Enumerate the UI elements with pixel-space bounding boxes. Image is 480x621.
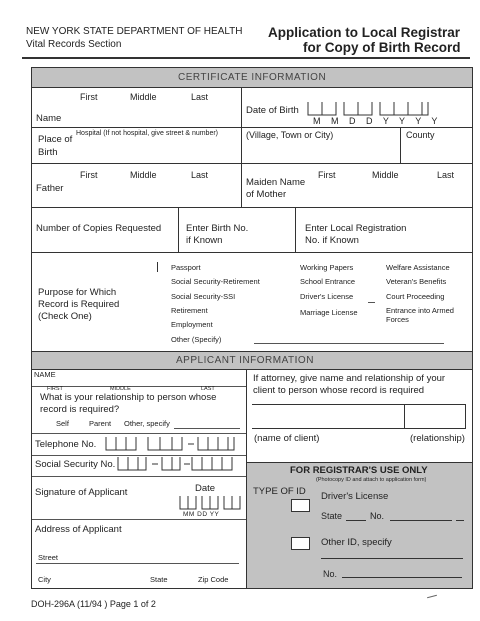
local-reg-label-1: Enter Local Registration bbox=[305, 223, 407, 234]
relationship-question-2: record is required? bbox=[40, 404, 120, 415]
ssn-label: Social Security No. bbox=[35, 459, 116, 470]
relationship-question-1: What is your relationship to person whose bbox=[40, 392, 217, 403]
street-field[interactable] bbox=[38, 540, 238, 554]
place-of-birth-label-2: Birth bbox=[38, 147, 58, 158]
name-first-label: First bbox=[80, 92, 98, 102]
other-id-field[interactable] bbox=[321, 558, 463, 559]
place-of-birth-label-1: Place of bbox=[38, 134, 73, 145]
agency-name: NEW YORK STATE DEPARTMENT OF HEALTH bbox=[26, 26, 243, 37]
mother-maiden-name-field[interactable] bbox=[310, 184, 468, 202]
child-name-field[interactable] bbox=[90, 104, 240, 122]
purpose-label-3: (Check One) bbox=[38, 311, 92, 322]
father-last-label: Last bbox=[191, 170, 209, 180]
applicant-last-label: LAST bbox=[201, 386, 215, 392]
client-relationship-label: (relationship) bbox=[410, 433, 465, 444]
header-rule bbox=[22, 57, 470, 59]
drivers-license-checkbox[interactable] bbox=[291, 499, 310, 512]
registrar-no2-label: No. bbox=[323, 569, 338, 579]
zip-label: Zip Code bbox=[198, 575, 229, 584]
applicant-name-label: NAME bbox=[34, 370, 56, 379]
purpose-employment[interactable]: Employment bbox=[171, 320, 213, 329]
form-number: DOH-296A (11/94 ) Page 1 of 2 bbox=[31, 599, 156, 609]
signature-field[interactable] bbox=[36, 498, 172, 512]
client-relationship-field[interactable] bbox=[404, 404, 466, 429]
purpose-other[interactable]: Other (Specify) bbox=[171, 335, 222, 344]
ssn-boxes[interactable] bbox=[116, 456, 236, 472]
signature-label: Signature of Applicant bbox=[35, 487, 128, 498]
purpose-retirement[interactable]: Retirement bbox=[171, 306, 208, 315]
applicant-middle-label: MIDDLE bbox=[110, 386, 131, 392]
purpose-passport[interactable]: Passport bbox=[171, 263, 201, 272]
village-field[interactable] bbox=[246, 142, 396, 160]
applicant-first-label: FIRST bbox=[47, 386, 63, 392]
local-reg-label-2: No. if Known bbox=[305, 235, 359, 246]
attorney-text-1: If attorney, give name and relationship of your bbox=[253, 373, 446, 384]
dob-label: Date of Birth bbox=[246, 105, 299, 116]
certificate-section-title: CERTIFICATE INFORMATION bbox=[178, 72, 327, 83]
registrar-state-label: State bbox=[321, 511, 343, 521]
purpose-label-2: Record is Required bbox=[38, 299, 120, 310]
county-label: County bbox=[406, 130, 435, 140]
birth-no-label-1: Enter Birth No. bbox=[186, 223, 249, 234]
relationship-other[interactable]: Other, specify bbox=[124, 419, 170, 428]
other-id-label: Other ID, specify bbox=[321, 537, 392, 548]
father-first-label: First bbox=[80, 170, 98, 180]
state-label: State bbox=[150, 575, 168, 584]
maiden-name-label-1: Maiden Name bbox=[246, 177, 306, 188]
child-name-label: Name bbox=[36, 113, 62, 124]
relationship-other-line[interactable] bbox=[174, 428, 240, 429]
purpose-court[interactable]: Court Proceeding bbox=[386, 292, 445, 301]
birth-no-label-2: if Known bbox=[186, 235, 223, 246]
father-middle-label: Middle bbox=[130, 170, 157, 180]
purpose-marriage-license[interactable]: Marriage License bbox=[300, 308, 358, 317]
purpose-armed-forces-2: Forces bbox=[386, 315, 409, 324]
date-boxes[interactable] bbox=[178, 493, 242, 511]
client-name-label: (name of client) bbox=[254, 433, 320, 444]
dob-boxes[interactable] bbox=[306, 100, 430, 116]
purpose-working-papers[interactable]: Working Papers bbox=[300, 263, 354, 272]
purpose-welfare[interactable]: Welfare Assistance bbox=[386, 263, 450, 272]
drivers-license-label: Driver's License bbox=[321, 491, 389, 502]
registrar-license-no-field[interactable] bbox=[390, 520, 452, 521]
mother-last-label: Last bbox=[437, 170, 455, 180]
applicant-section-title: APPLICANT INFORMATION bbox=[176, 355, 314, 366]
father-name-field[interactable] bbox=[80, 182, 238, 200]
registrar-state-field[interactable] bbox=[346, 520, 366, 521]
section-name: Vital Records Section bbox=[26, 39, 122, 50]
city-label: City bbox=[38, 575, 51, 584]
village-hint: (Village, Town or City) bbox=[246, 130, 334, 140]
registrar-other-no-field[interactable] bbox=[342, 577, 462, 578]
registrar-title: FOR REGISTRAR'S USE ONLY bbox=[290, 465, 428, 476]
photocopy-note: (Photocopy ID and attach to application form) bbox=[316, 477, 427, 483]
street-label: Street bbox=[38, 553, 59, 562]
dob-format: M M D D Y Y Y Y bbox=[313, 116, 442, 126]
mother-middle-label: Middle bbox=[372, 170, 399, 180]
relationship-self[interactable]: Self bbox=[56, 419, 69, 428]
registrar-no-label: No. bbox=[370, 511, 385, 521]
hospital-field[interactable] bbox=[76, 140, 240, 160]
purpose-drivers-license[interactable]: Driver's License bbox=[300, 292, 354, 301]
purpose-ss-ssi[interactable]: Social Security-SSI bbox=[171, 292, 236, 301]
purpose-label-1: Purpose for Which bbox=[38, 287, 117, 298]
address-label: Address of Applicant bbox=[35, 524, 122, 535]
date-format: MM DD YY bbox=[183, 511, 220, 518]
name-last-label: Last bbox=[191, 92, 209, 102]
type-of-id-label: TYPE OF ID bbox=[253, 486, 306, 497]
mother-first-label: First bbox=[318, 170, 336, 180]
purpose-school-entrance[interactable]: School Entrance bbox=[300, 277, 356, 286]
purpose-veterans[interactable]: Veteran's Benefits bbox=[386, 277, 447, 286]
purpose-armed-forces[interactable]: Entrance into Armed bbox=[386, 306, 454, 315]
purpose-other-line[interactable] bbox=[254, 343, 444, 344]
form-title-line2: for Copy of Birth Record bbox=[303, 40, 461, 55]
telephone-boxes[interactable] bbox=[104, 436, 236, 452]
maiden-name-label-2: of Mother bbox=[246, 189, 287, 200]
form-title-line1: Application to Local Registrar bbox=[268, 25, 461, 40]
other-id-checkbox[interactable] bbox=[291, 537, 310, 550]
purpose-ss-retirement[interactable]: Social Security-Retirement bbox=[171, 277, 260, 286]
applicant-name-field[interactable] bbox=[40, 372, 244, 386]
copies-field[interactable] bbox=[36, 234, 174, 248]
telephone-label: Telephone No. bbox=[35, 439, 97, 450]
date-label: Date bbox=[195, 483, 216, 494]
father-label: Father bbox=[36, 183, 64, 194]
attorney-text-2: client to person whose record is required bbox=[253, 385, 425, 396]
name-middle-label: Middle bbox=[130, 92, 157, 102]
copies-label: Number of Copies Requested bbox=[36, 223, 162, 234]
hospital-hint: Hospital (If not hospital, give street & number) bbox=[76, 130, 219, 137]
relationship-parent[interactable]: Parent bbox=[89, 419, 112, 428]
